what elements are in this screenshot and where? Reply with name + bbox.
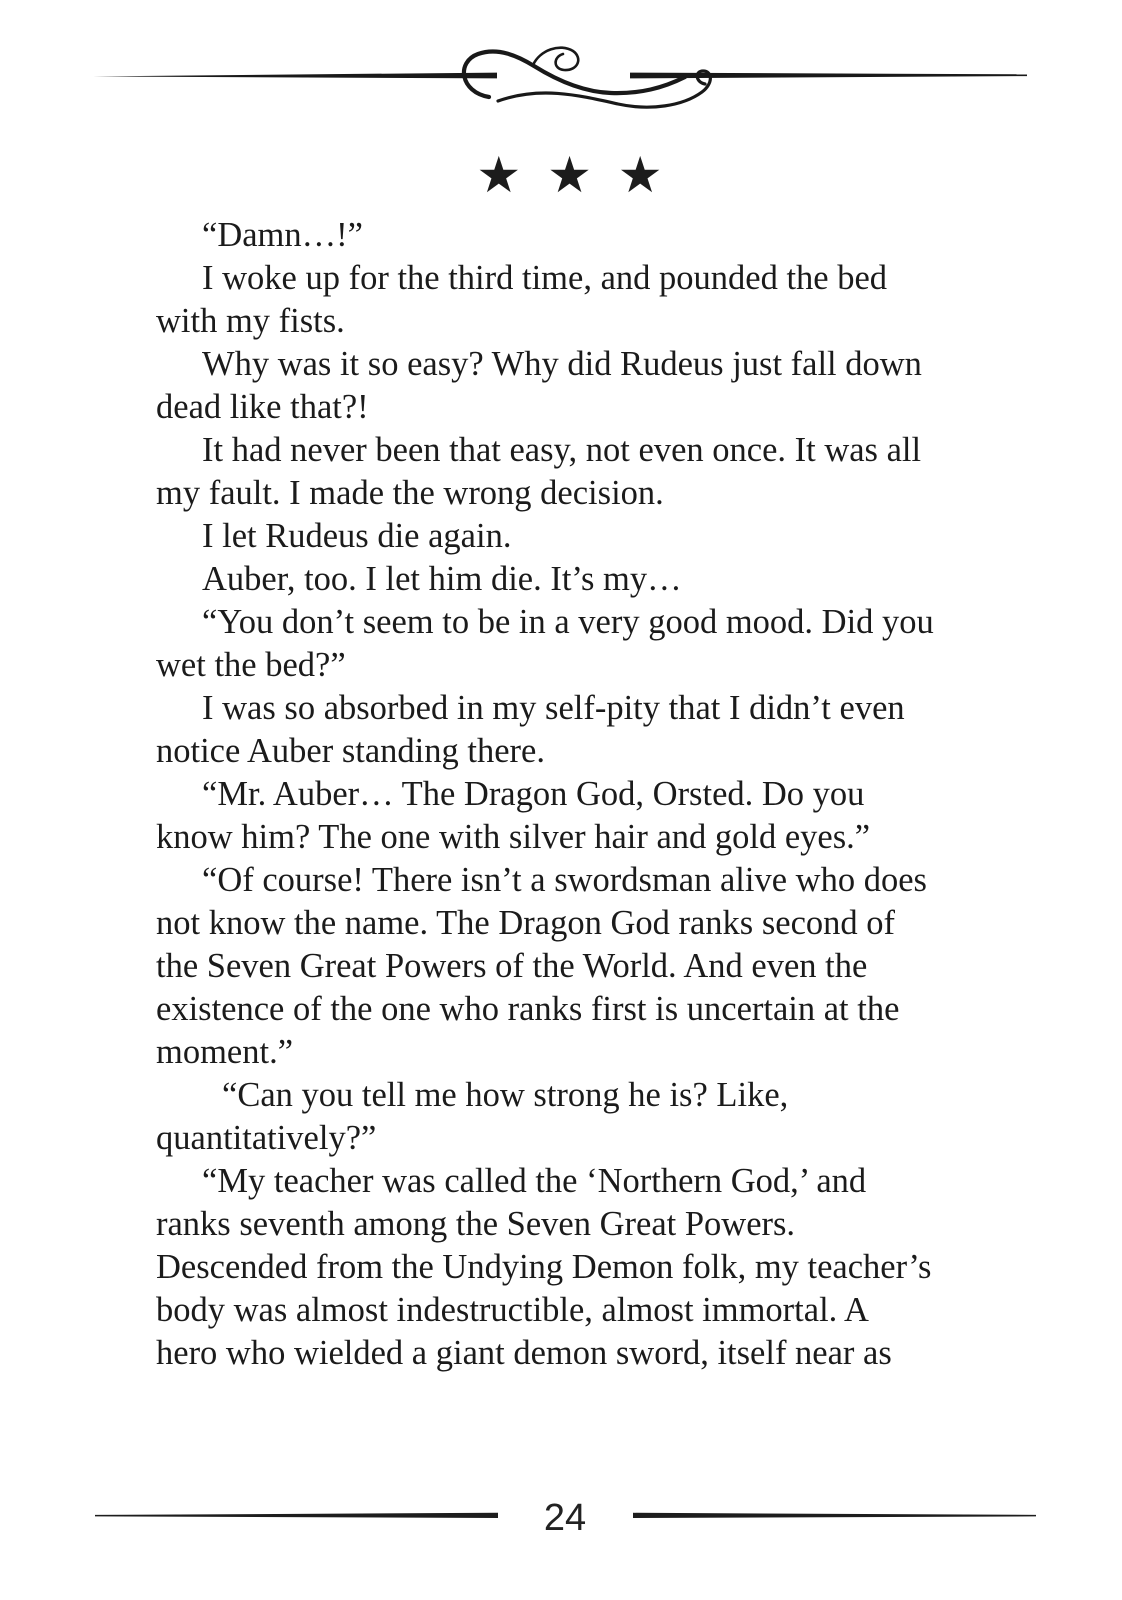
text-line: It had never been that easy, not even once. It was all [202, 431, 922, 469]
text-line: I let Rudeus die again. [202, 517, 512, 555]
text-line: “Damn…!” [202, 216, 363, 254]
scene-break-stars: ★ ★ ★ [476, 146, 668, 204]
text-line: I woke up for the third time, and pounded the bed [202, 259, 888, 297]
text-line: “You don’t seem to be in a very good mood. Did you [202, 603, 934, 641]
text-line: body was almost indestructible, almost immortal. A [156, 1291, 869, 1329]
text-line: not know the name. The Dragon God ranks second of [156, 904, 896, 942]
text-line: moment.” [156, 1033, 294, 1071]
text-line: dead like that?! [156, 388, 369, 426]
text-line: “Can you tell me how strong he is? Like, [222, 1076, 789, 1114]
text-line: “My teacher was called the ‘Northern God,’ and [202, 1162, 867, 1200]
text-line: wet the bed?” [156, 646, 346, 684]
text-line: notice Auber standing there. [156, 732, 545, 770]
footer-rule-right [633, 1513, 1036, 1518]
text-line: I was so absorbed in my self-pity that I didn’t even [202, 689, 905, 727]
text-line: ranks seventh among the Seven Great Powers. [156, 1205, 796, 1243]
text-line: Auber, too. I let him die. It’s my… [202, 560, 682, 598]
text-line: hero who wielded a giant demon sword, itself near as [156, 1334, 892, 1372]
top-rule-left [93, 73, 497, 79]
text-line: “Mr. Auber… The Dragon God, Orsted. Do you [202, 775, 865, 813]
top-divider-ornament [90, 38, 1035, 118]
text-line: Descended from the Undying Demon folk, my teacher’s [156, 1248, 932, 1286]
text-line: quantitatively?” [156, 1119, 377, 1157]
text-line: existence of the one who ranks first is uncertain at the [156, 990, 900, 1028]
top-rule-right [630, 73, 1027, 79]
text-line: Why was it so easy? Why did Rudeus just fall down [202, 345, 922, 383]
text-line: “Of course! There isn’t a swordsman alive who does [202, 861, 927, 899]
text-line: my fault. I made the wrong decision. [156, 474, 664, 512]
page-number: 24 [543, 1497, 587, 1539]
text-line: with my fists. [156, 302, 345, 340]
text-line: the Seven Great Powers of the World. And even the [156, 947, 868, 985]
text-line: know him? The one with silver hair and gold eyes.” [156, 818, 871, 856]
text-block [156, 214, 996, 1375]
footer-rule-left [95, 1513, 498, 1518]
